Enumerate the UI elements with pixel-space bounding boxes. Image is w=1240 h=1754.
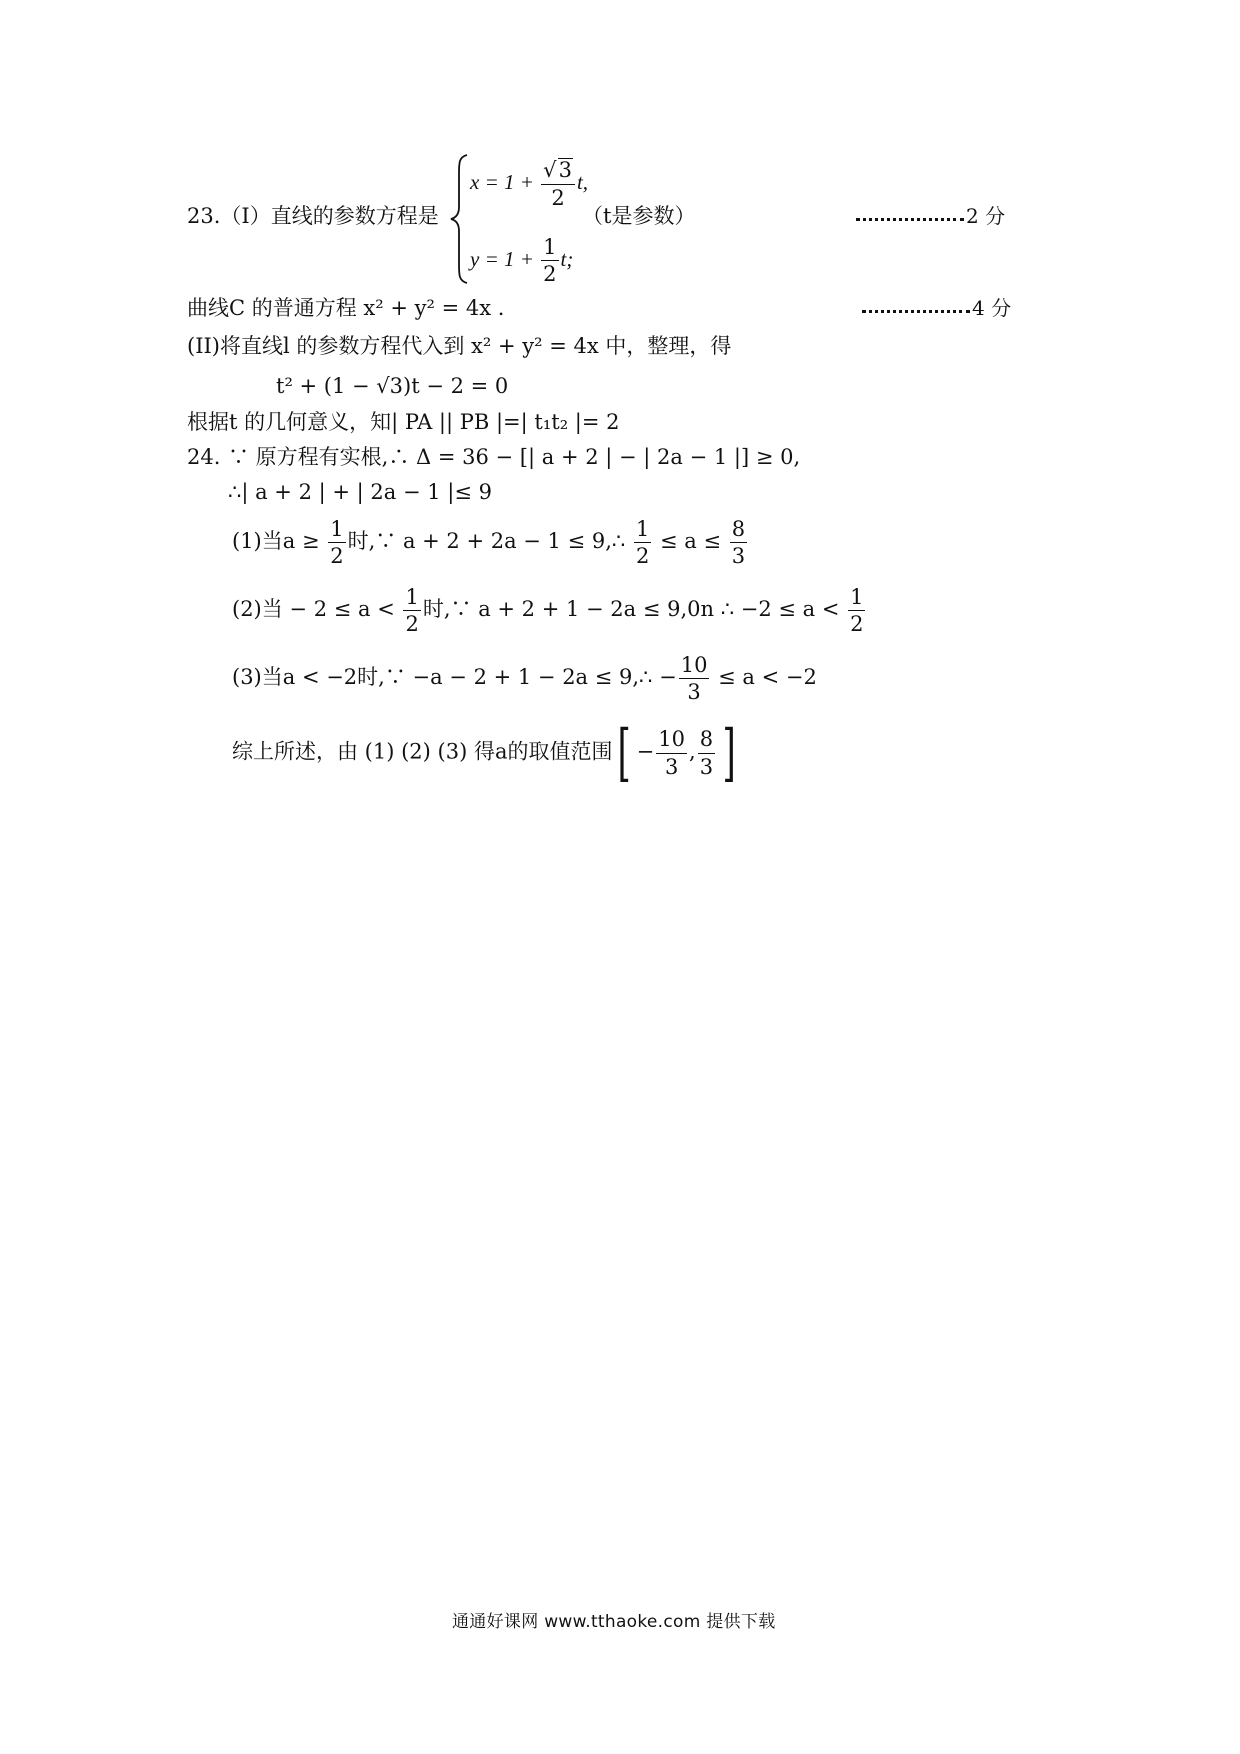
case-3: (3)当a < −2时,∵ −a − 2 + 1 − 2a ≤ 9,∴ − $\frac{10}{3}$ ≤ a < −2: [232, 653, 817, 705]
score-2: 2 分: [856, 206, 1005, 226]
part2-text: (II)将直线l 的参数方程代入到 x² + y² = 4x 中，整理，得: [187, 334, 732, 358]
quadratic-equation: t² + (1 − √3)t − 2 = 0: [276, 374, 509, 398]
score-4: 4 分: [862, 298, 1011, 318]
param-note: （t是参数）: [582, 204, 696, 228]
case-2: (2)当 − 2 ≤ a < $\frac{1}{2}$ 时,∵ a + 2 + 1 − 2a ≤ 9,0n ∴ −2 ≤ a < $\frac{1}{2}$: [232, 585, 864, 637]
system-brace: [449, 153, 471, 285]
curve-equation: 曲线C 的普通方程 x² + y² = 4x .: [187, 296, 505, 320]
case-1: (1)当a ≥ $\frac{1}{2}$ 时,∵ a + 2 + 2a − 1 ≤ 9,∴ $\frac{1}{2}$ ≤ a ≤ $\frac{8}{3}$: [232, 517, 746, 569]
summary: 综上所述，由 (1) (2) (3) 得a的取值范围[ − $\frac{10}{3}$ , $\frac{8}{3}$ ]: [232, 716, 736, 789]
q24-label: 24.: [187, 445, 221, 469]
q24-line1: ∵ 原方程有实根,∴ Δ = 36 − [| a + 2 | − | 2a − 1 |] ≥ 0,: [228, 445, 801, 469]
q23-label: 23.（I）直线的参数方程是: [187, 204, 439, 228]
param-eq-x: x = 1 + $\frac{√3}{2}$ t,: [470, 158, 589, 211]
param-eq-y: y = 1 + $\frac{1}{2}$ t;: [470, 235, 574, 287]
conclusion: 根据t 的几何意义，知| PA || PB |=| t₁t₂ |= 2: [187, 410, 620, 434]
footer-watermark: 通通好课网 www.tthaoke.com 提供下载: [452, 1612, 776, 1632]
q24-line2: ∴| a + 2 | + | 2a − 1 |≤ 9: [228, 480, 492, 504]
